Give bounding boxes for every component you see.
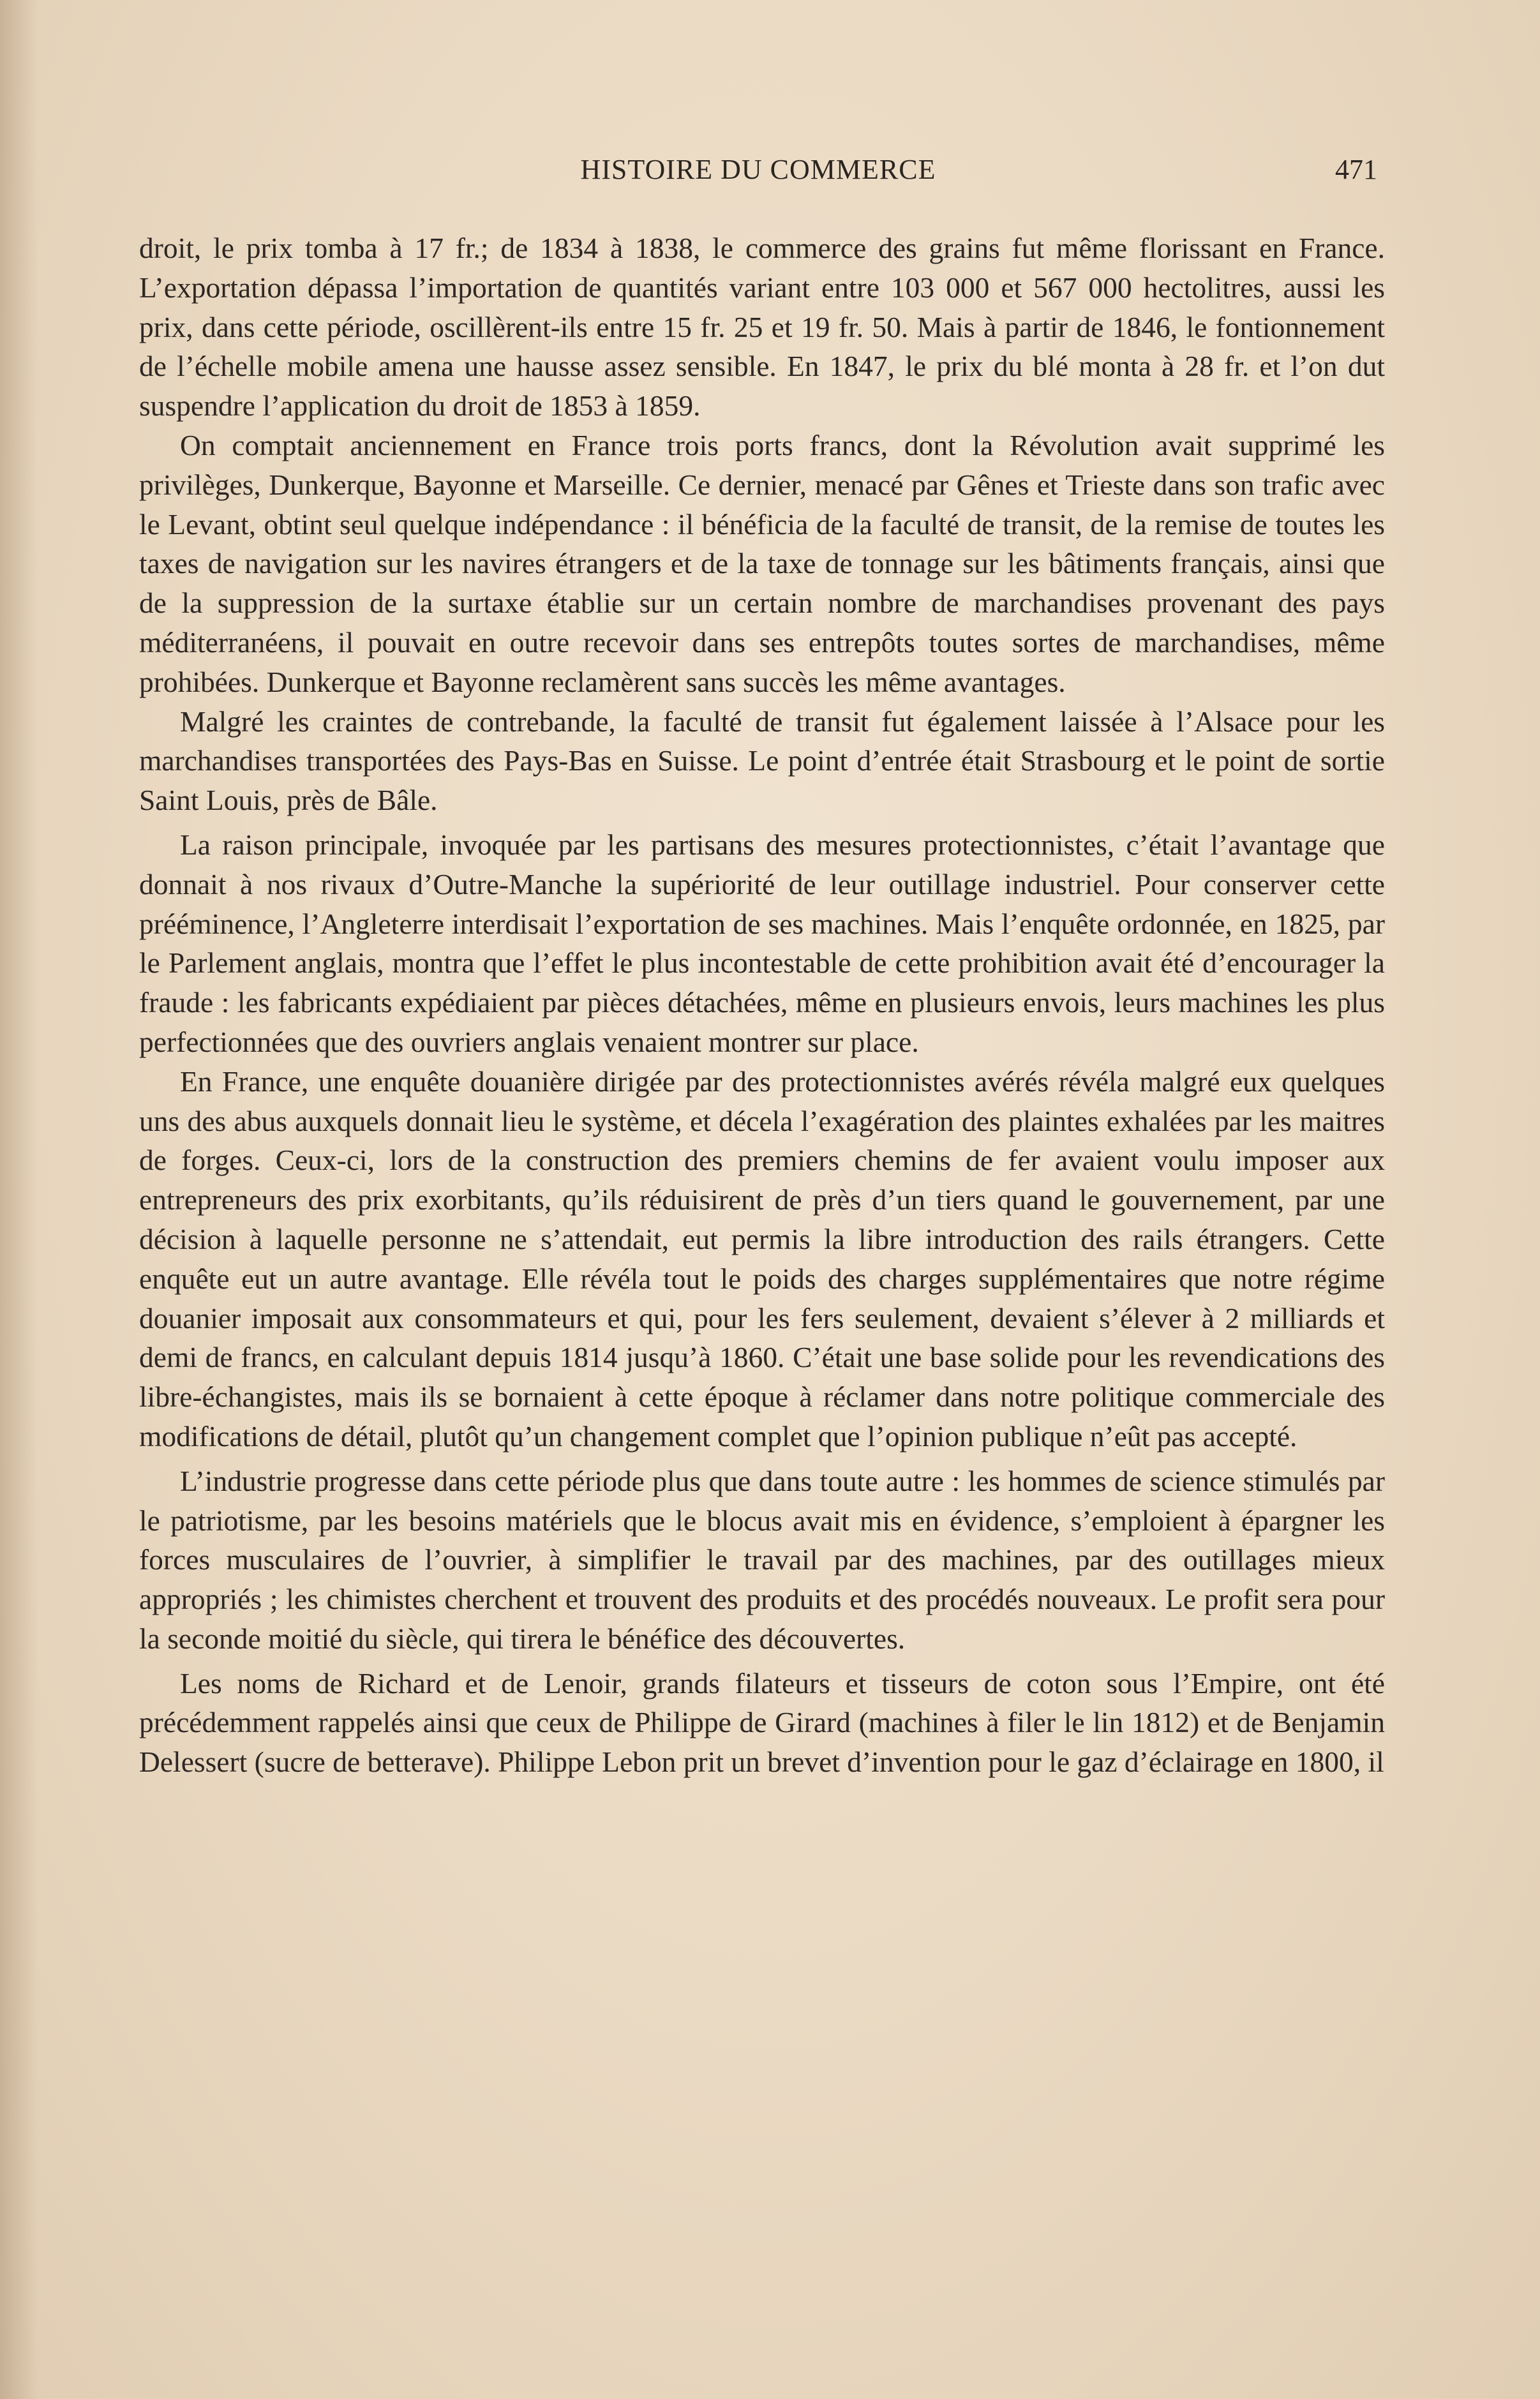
page-number: 471 xyxy=(1335,154,1377,185)
body-text xyxy=(139,228,1385,1782)
paragraph-free-ports: On comptait anciennement en France trois ports francs, dont la Révolution avait supprimé les privilèges, Dunkerque, Bayonne et Marseille. Ce dernier, menacé par Gênes et Trieste dans son trafic avec le Levant, obtint seul quelque indépendance : il bénéficia de la faculté de transit, de la remise de toutes les taxes de navigation sur les navires étrangers et de la taxe de tonnage sur les bâtiments français, ainsi que de la suppression de la surtaxe établie sur un certain nombre de marchandises provenant des pays méditerranéens, il pouvait en outre recevoir dans ses entrepôts toutes sortes de marchandises, même prohibées. Dunkerque et Bayonne reclamèrent sans succès les même avantages. xyxy=(139,428,1385,698)
running-title: HISTOIRE DU COMMERCE xyxy=(580,154,936,185)
paragraph-grain-prices: droit, le prix tomba à 17 fr.; de 1834 à 1838, le commerce des grains fut même florissant en France. L’exportation dépassa l’importation de quantités variant entre 103 000 et 567 000 hectolitres, aussi les prix, dans cette période, oscillèrent-ils entre 15 fr. 25 et 19 fr. 50. Mais à partir de 1846, le fontionnement de l’échelle mobile amena une hausse assez sensible. En 1847, le prix du blé monta à 28 fr. et l’on dut suspendre l’application du droit de 1853 à 1859. xyxy=(139,232,1385,422)
page-header xyxy=(139,153,1377,198)
paragraph-industry-progress: L’industrie progresse dans cette période plus que dans toute autre : les hommes de science stimulés par le patriotisme, par les besoins matériels que le blocus avait mis en évidence, s’emploient à épargner les forces musculaires de l’ouvrier, à simplifier le travail par des machines, par des outillages mieux appropriés ; les chimistes cherchent et trouvent des produits et des procédés nouveaux. Le profit sera pour la seconde moitié du siècle, qui tirera le bénéfice des découvertes. xyxy=(139,1464,1385,1655)
page-spine-shadow xyxy=(0,0,38,2399)
paragraph-inventors: Les noms de Richard et de Lenoir, grands filateurs et tisseurs de coton sous l’Empire, ont été précédemment rappelés ainsi que ceux de Philippe de Girard (machines à filer le lin 1812) et de Benjamin Delessert (sucre de betterave). Philippe Lebon prit un brevet d’invention pour le gaz d’éclairage en 1800, il xyxy=(139,1666,1385,1779)
paragraph-english-machines: La raison principale, invoquée par les partisans des mesures protectionnistes, c’était l’avantage que donnait à nos rivaux d’Outre-Manche la supériorité de leur outillage industriel. Pour conserver cette prééminence, l’Angleterre interdisait l’exportation de ses machines. Mais l’enquête ordonnée, en 1825, par le Parlement anglais, montra que l’effet le plus incontestable de cette prohibition avait été d’encourager la fraude : les fabricants expédiaient par pièces détachées, même en plusieurs envois, leurs machines les plus perfectionnées que des ouvriers anglais venaient montrer sur place. xyxy=(139,828,1385,1058)
paragraph-alsace-transit: Malgré les craintes de contrebande, la faculté de transit fut également laissée à l’Alsace pour les marchandises transportées des Pays-Bas en Suisse. Le point d’entrée était Strasbourg et le point de sortie Saint Louis, près de Bâle. xyxy=(139,705,1385,817)
paragraph-french-customs-inquiry: En France, une enquête douanière dirigée par des protectionnistes avérés révéla malgré eux quelques uns des abus auxquels donnait lieu le système, et décela l’exagération des plaintes exhalées par les maitres de forges. Ceux-ci, lors de la construction des premiers chemins de fer avaient voulu imposer aux entrepreneurs des prix exorbitants, qu’ils réduisirent de près d’un tiers quand le gouvernement, par une décision à laquelle personne ne s’attendait, eut permis la libre introduction des rails étrangers. Cette enquête eut un autre avantage. Elle révéla tout le poids des charges supplémentaires que notre régime douanier imposait aux consommateurs et qui, pour les fers seulement, devaient s’élever à 2 milliards et demi de francs, en calculant depuis 1814 jusqu’à 1860. C’était une base solide pour les revendications des libre-échangistes, mais ils se bornaient à cette époque à réclamer dans notre politique commerciale des modifications de détail, plutôt qu’un changement complet que l’opinion publique n’eût pas accepté. xyxy=(139,1065,1385,1453)
